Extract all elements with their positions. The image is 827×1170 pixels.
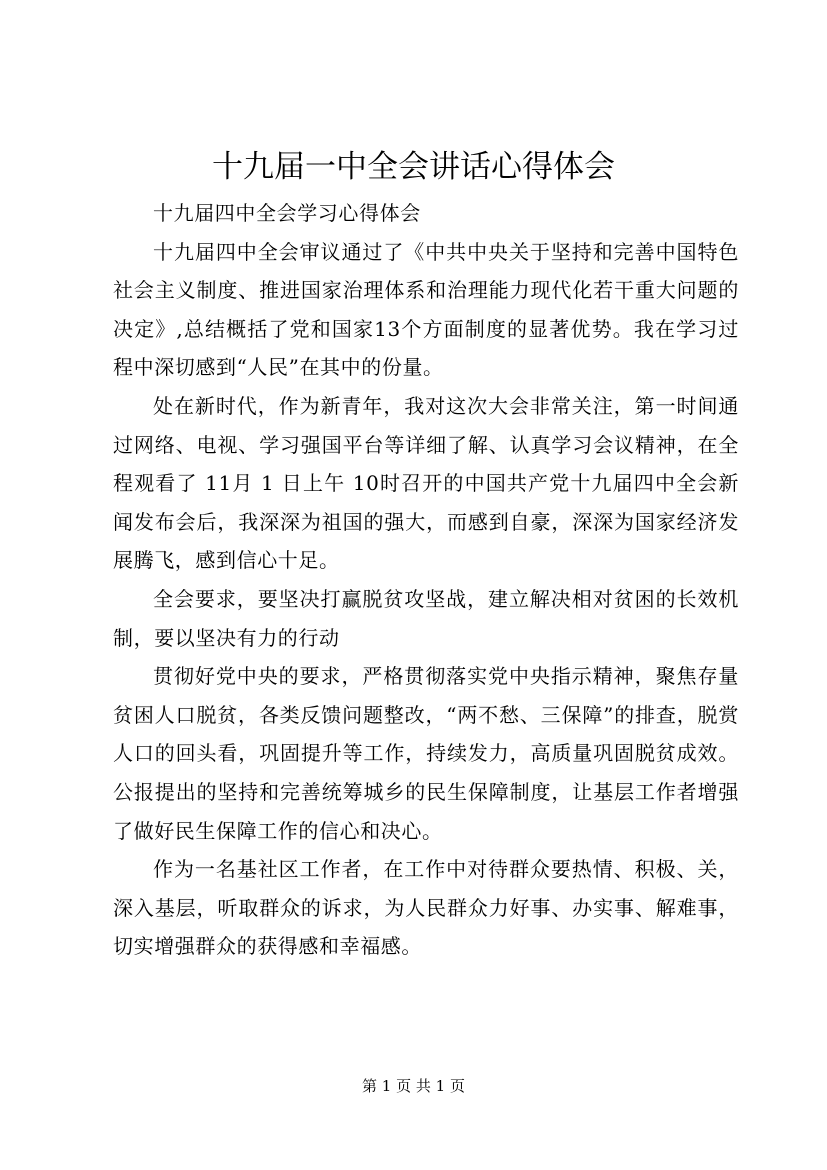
- body-paragraph: 处在新时代，作为新青年，我对这次大会非常关注，第一时间通过网络、电视、学习强国平台等详细了解、认真学习会议精神，在全程观看了 11月 1 日上午 10时召开的中国共产党十九届四中全会新闻发布会后，我深深为祖国的强大，而感到自豪，深深为国家经济发展腾飞，感到信心十足。: [113, 393, 739, 573]
- subtitle-paragraph: 十九届四中全会学习心得体会: [153, 201, 421, 225]
- body-paragraph: 十九届四中全会审议通过了《中共中央关于坚持和完善中国特色社会主义制度、推进国家治理体系和治理能力现代化若干重大问题的决定》,总结概括了党和国家13个方面制度的显著优势。我在学习过程中深切感到“人民”在其中的份量。: [113, 239, 739, 380]
- body-paragraph: 全会要求，要坚决打赢脱贫攻坚战，建立解决相对贫困的长效机制，要以坚决有力的行动: [113, 586, 739, 650]
- page-number-footer: 第 1 页 共 1 页: [362, 1077, 465, 1095]
- document-body: [113, 194, 739, 966]
- body-paragraph: 贯彻好党中央的要求，严格贯彻落实党中央指示精神，聚焦存量贫困人口脱贫，各类反馈问题整改，“两不愁、三保障”的排查，脱赏人口的回头看，巩固提升等工作，持续发力，高质量巩固脱贫成效。公报提出的坚持和完善统筹城乡的民生保障制度，让基层工作者增强了做好民生保障工作的信心和决心。: [113, 664, 739, 843]
- document-title: 十九届一中全会讲话心得体会: [212, 149, 615, 185]
- body-paragraph: 作为一名基社区工作者，在工作中对待群众要热情、积极、关，深入基层，听取群众的诉求，为人民群众力好事、办实事、解难事，切实增强群众的获得感和幸福感。: [113, 857, 739, 959]
